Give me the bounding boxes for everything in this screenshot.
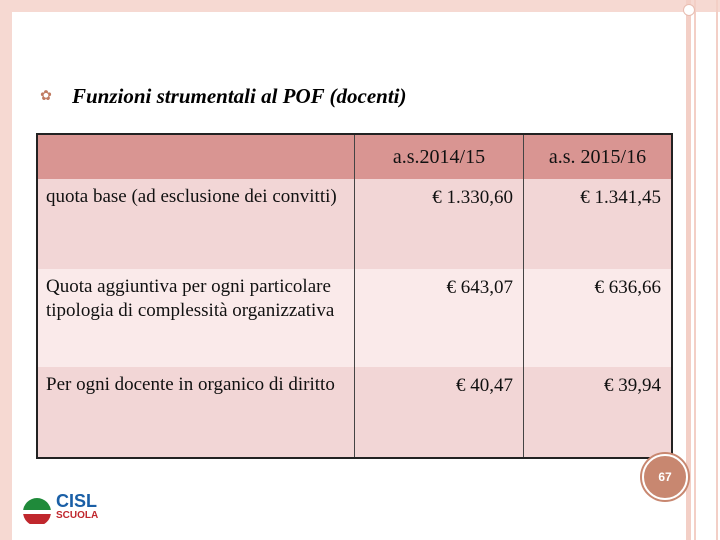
row-label: quota base (ad esclusione dei convitti)	[37, 179, 355, 269]
frame-line	[716, 0, 718, 540]
header-cell-2015: a.s. 2015/16	[524, 134, 673, 179]
cisl-logo	[20, 490, 120, 530]
page-number-badge: 67	[642, 454, 688, 500]
value-2014: € 1.330,60	[355, 179, 524, 269]
data-table	[36, 133, 673, 459]
frame-line	[694, 0, 696, 540]
frame-line	[686, 0, 691, 540]
logo-cisl: CISL	[56, 491, 98, 511]
cisl-emblem-icon	[20, 490, 54, 524]
value-2014: € 643,07	[355, 269, 524, 367]
header-cell-blank	[37, 134, 355, 179]
header-cell-2014: a.s.2014/15	[355, 134, 524, 179]
value-2014: € 40,47	[355, 367, 524, 458]
bullet-gear-icon: ✿	[40, 88, 52, 104]
logo-text	[56, 492, 98, 522]
table-header-row	[37, 134, 672, 179]
slide-border-left	[0, 0, 12, 540]
logo-scuola: SCUOLA	[56, 510, 99, 521]
bullet-line	[38, 84, 407, 109]
row-label: Quota aggiuntiva per ogni particolare tipologia di complessità organizzativa	[37, 269, 355, 367]
table-row	[37, 179, 672, 269]
slide-border-top	[0, 0, 720, 12]
table-row	[37, 367, 672, 458]
table-row	[37, 269, 672, 367]
value-2015: € 1.341,45	[524, 179, 673, 269]
value-2015: € 636,66	[524, 269, 673, 367]
frame-ornament	[683, 4, 695, 16]
slide-heading: Funzioni strumentali al POF (docenti)	[72, 84, 407, 108]
row-label: Per ogni docente in organico di diritto	[37, 367, 355, 458]
value-2015: € 39,94	[524, 367, 673, 458]
